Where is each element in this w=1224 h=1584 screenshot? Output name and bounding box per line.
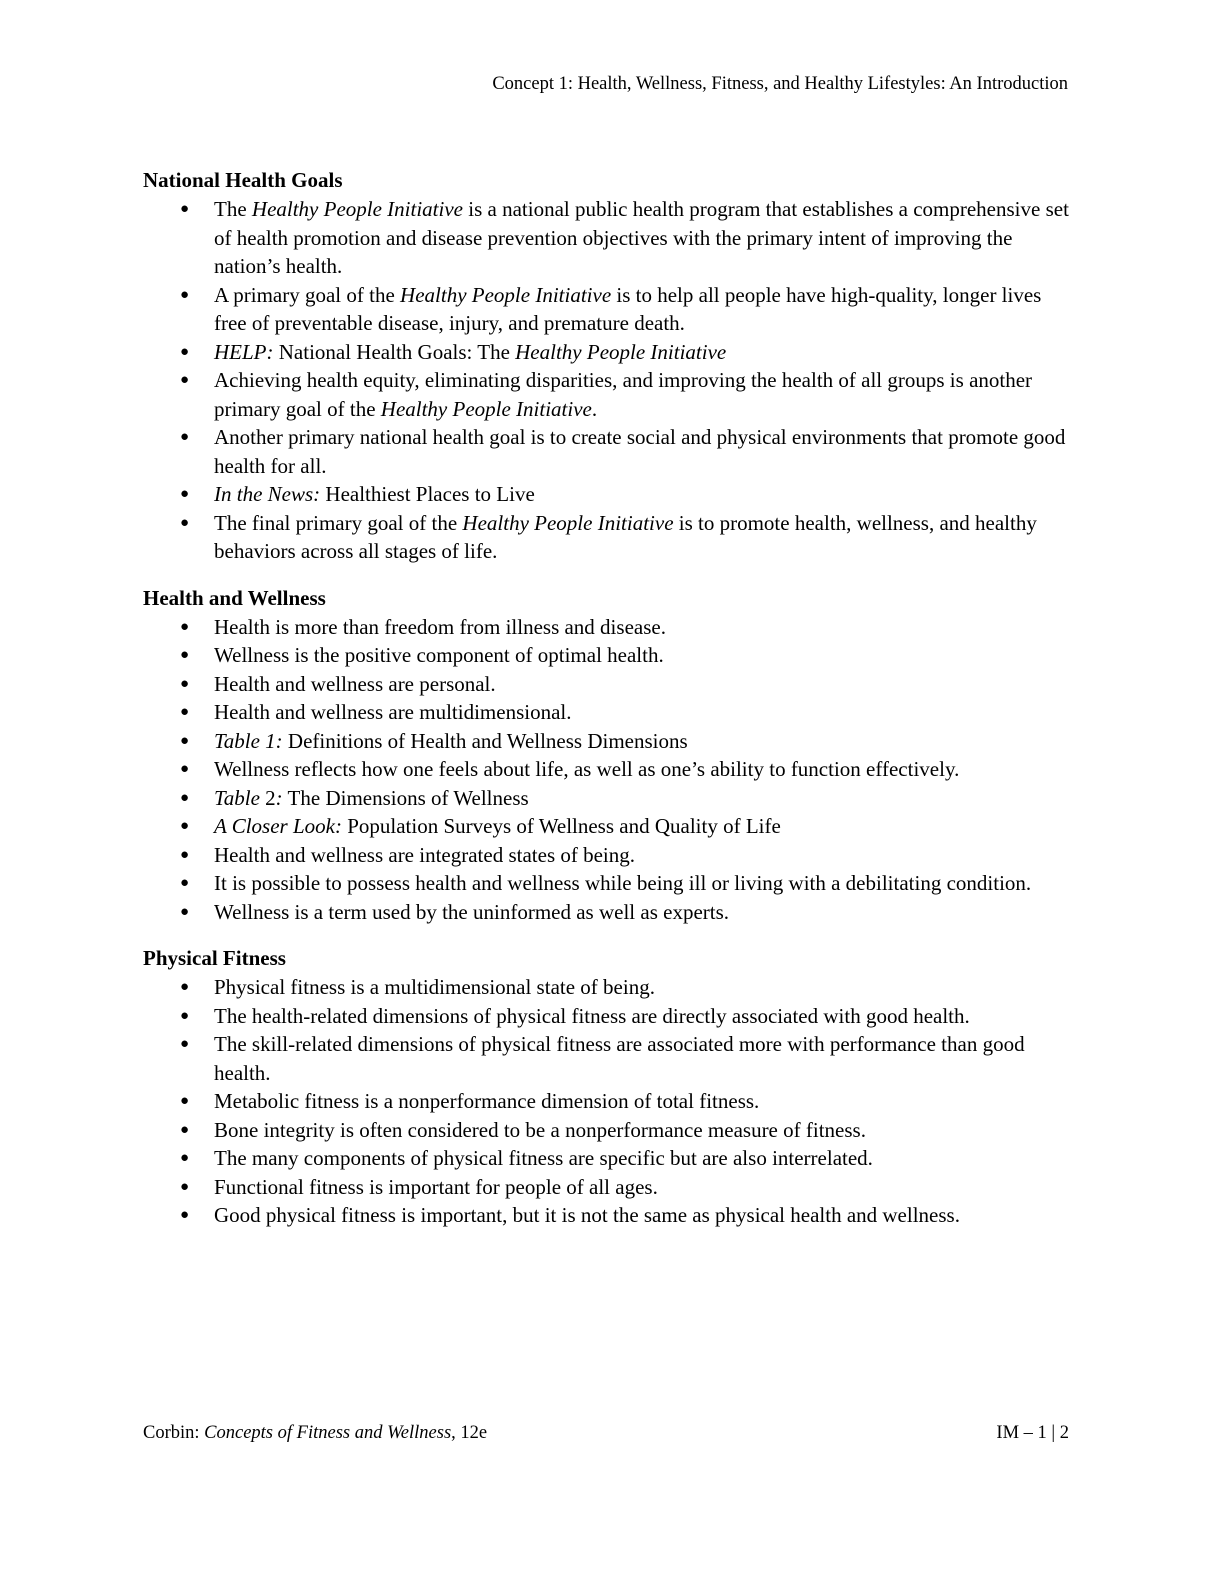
list-item [143,1116,1074,1145]
list-item [143,1173,1074,1202]
text: Good physical fitness is important, but it is not the same as physical health and wellness. [214,1203,960,1227]
list-item [143,727,1074,756]
document-body [143,166,1083,1248]
text: Achieving health equity, eliminating disparities, and improving the health of all groups is another primary goal of the [214,368,1033,421]
bullet-list [143,195,1083,566]
running-header: Concept 1: Health, Wellness, Fitness, and Healthy Lifestyles: An Introduction [492,74,1068,94]
list-item [143,641,1074,670]
list-item [143,613,1074,642]
italic-text: In the News: [214,482,321,506]
italic-text: Healthy People Initiative [400,282,612,307]
italic-text: Table [214,785,260,810]
footer-book-title: Concepts of Fitness and Wellness [204,1423,452,1443]
bullet-icon: ● [180,903,190,920]
text: is to promote health, wellness, and healthy behaviors across all stages of life. [214,510,1037,563]
bullet-icon: ● [180,1178,190,1195]
bullet-icon: ● [180,514,190,531]
bullet-icon: ● [180,286,190,303]
text: The Dimensions of Wellness [282,785,529,810]
list-item [143,423,1074,480]
list-item [143,366,1074,423]
list-item [143,281,1074,338]
bullet-icon: ● [180,1007,190,1024]
bullet-icon: ● [180,647,190,663]
bullet-icon: ● [180,818,190,834]
italic-text: Healthy People Initiative [251,197,463,221]
bullet-icon: ● [180,372,190,388]
list-item [143,841,1074,870]
text: . [591,396,598,421]
bullet-list [143,973,1083,1230]
text: Definitions of Health and Wellness Dimensions [282,728,688,753]
list-item [143,898,1074,927]
section-heading: Physical Fitness [143,946,286,970]
page-footer [143,1421,1069,1445]
text: Health and wellness are integrated states of being. [214,842,636,867]
section [143,584,1083,927]
bullet-icon: ● [180,704,190,720]
text: Wellness reflects how one feels about life, as well as one’s ability to function effectively. [214,757,960,781]
section-heading: Health and Wellness [143,585,326,610]
bullet-icon: ● [180,1121,190,1138]
italic-text: Healthy People Initiative [515,339,727,364]
footer-citation [143,1421,487,1445]
text: Physical fitness is a multidimensional state of being. [214,975,655,999]
text: is to help all people have high-quality, longer lives free of preventable disease, injury, and premature death. [214,282,1042,335]
list-item [143,1087,1074,1116]
italic-text: : [275,785,283,810]
list-item [143,973,1074,1002]
text: Functional fitness is important for people of all ages. [214,1174,658,1199]
text: Bone integrity is often considered to be a nonperformance measure of fitness. [214,1117,866,1142]
list-item [143,812,1074,841]
list-item [143,784,1074,813]
bullet-icon: ● [180,761,190,777]
list-item [143,338,1074,367]
list-item [143,1144,1074,1173]
italic-text: A Closer Look: [214,814,342,838]
bullet-icon: ● [180,201,190,217]
bullet-icon: ● [180,1093,190,1109]
bullet-icon: ● [180,1036,190,1052]
list-item [143,1201,1074,1230]
text: Health and wellness are personal. [214,671,496,696]
list-item [143,1002,1074,1031]
section-heading: National Health Goals [143,168,343,192]
bullet-icon: ● [180,846,190,863]
text: Healthiest Places to Live [320,482,535,506]
text: National Health Goals: The [273,339,516,364]
footer-edition: , 12e [451,1423,488,1443]
footer-author: Corbin: [143,1423,205,1443]
list-item [143,869,1074,898]
section [143,944,1083,1230]
bullet-icon: ● [180,343,190,360]
bullet-icon: ● [180,732,190,749]
text: Another primary national health goal is to create social and physical environments that promote good health for all. [214,425,1066,478]
text: Population Surveys of Wellness and Quality of Life [341,814,781,838]
bullet-icon: ● [180,429,190,445]
italic-text: Table 1: [214,728,283,753]
text: Health is more than freedom from illness and disease. [214,614,666,639]
bullet-icon: ● [180,875,190,891]
text: The skill-related dimensions of physical fitness are associated more with performance than good health. [214,1032,1025,1085]
text: Metabolic fitness is a nonperformance dimension of total fitness. [214,1089,760,1113]
text: A primary goal of the [214,282,401,307]
list-item [143,509,1074,566]
text: Health and wellness are multidimensional. [214,700,572,724]
list-item [143,698,1074,727]
list-item [143,195,1074,281]
text: 2 [259,785,276,810]
bullet-icon: ● [180,1207,190,1223]
bullet-icon: ● [180,618,190,635]
text: Wellness is a term used by the uninformed as well as experts. [214,899,730,924]
text: The health-related dimensions of physical fitness are directly associated with good health. [214,1003,970,1028]
text: The [214,197,252,221]
bullet-icon: ● [180,1150,190,1166]
text: The final primary goal of the [214,510,463,535]
text: The many components of physical fitness are specific but are also interrelated. [214,1146,873,1170]
list-item [143,1030,1074,1087]
bullet-list [143,613,1083,927]
list-item [143,755,1074,784]
text: is a national public health program that establishes a comprehensive set of health promotion and disease prevention objectives with the primary intent of improving the nation’s health. [214,197,1069,278]
bullet-icon: ● [180,675,190,692]
text: It is possible to possess health and wellness while being ill or living with a debilitating condition. [214,871,1032,895]
italic-text: HELP: [214,339,274,364]
section [143,166,1083,566]
bullet-icon: ● [180,979,190,995]
text: Wellness is the positive component of optimal health. [214,643,664,667]
italic-text: Healthy People Initiative [380,396,592,421]
bullet-icon: ● [180,789,190,806]
bullet-icon: ● [180,486,190,502]
italic-text: Healthy People Initiative [462,510,674,535]
list-item [143,480,1074,509]
list-item [143,670,1074,699]
footer-page-number: IM – 1 | 2 [996,1423,1069,1443]
